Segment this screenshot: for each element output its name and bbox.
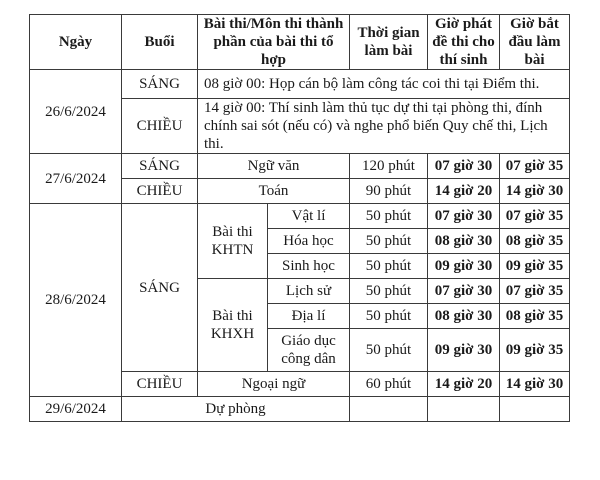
session-cell: CHIỀU <box>122 99 198 154</box>
duration-cell: 50 phút <box>350 329 428 372</box>
header-bai-thi: Bài thi/Môn thi thành phần của bài thi tổ hợp <box>198 15 350 70</box>
start-time-cell: 08 giờ 35 <box>500 304 570 329</box>
empty-cell <box>350 397 428 422</box>
hand-out-time-cell: 07 giờ 30 <box>428 154 500 179</box>
hand-out-time-cell: 07 giờ 30 <box>428 204 500 229</box>
hand-out-time-cell: 08 giờ 30 <box>428 304 500 329</box>
header-buoi: Buổi <box>122 15 198 70</box>
subject-cell: Lịch sử <box>268 279 350 304</box>
session-cell: SÁNG <box>122 70 198 99</box>
subject-cell: Địa lí <box>268 304 350 329</box>
session-cell: CHIỀU <box>122 179 198 204</box>
hand-out-time-cell: 08 giờ 30 <box>428 229 500 254</box>
date-cell: 27/6/2024 <box>30 154 122 204</box>
header-ngay: Ngày <box>30 15 122 70</box>
header-gio-phat: Giờ phát đề thi cho thí sinh <box>428 15 500 70</box>
duration-cell: 50 phút <box>350 254 428 279</box>
note-cell: 14 giờ 00: Thí sinh làm thủ tục dự thi tại phòng thi, đính chính sai sót (nếu có) và nghe phổ biến Quy chế thi, Lịch thi. <box>198 99 570 154</box>
duration-cell: 90 phút <box>350 179 428 204</box>
hand-out-time-cell: 07 giờ 30 <box>428 279 500 304</box>
subject-cell: Ngoại ngữ <box>198 372 350 397</box>
header-thoi-gian: Thời gian làm bài <box>350 15 428 70</box>
start-time-cell: 08 giờ 35 <box>500 229 570 254</box>
group-cell: Bài thi KHXH <box>198 279 268 372</box>
duration-cell: 50 phút <box>350 304 428 329</box>
date-cell: 26/6/2024 <box>30 70 122 154</box>
exam-schedule-table <box>29 14 570 422</box>
table-row <box>30 154 570 179</box>
start-time-cell: 07 giờ 35 <box>500 279 570 304</box>
table-row <box>30 70 570 99</box>
group-cell: Bài thi KHTN <box>198 204 268 279</box>
start-time-cell: 14 giờ 30 <box>500 372 570 397</box>
hand-out-time-cell: 14 giờ 20 <box>428 372 500 397</box>
subject-cell: Toán <box>198 179 350 204</box>
note-cell: Dự phòng <box>122 397 350 422</box>
table-row <box>30 204 570 229</box>
header-row <box>30 15 570 70</box>
start-time-cell: 14 giờ 30 <box>500 179 570 204</box>
duration-cell: 50 phút <box>350 279 428 304</box>
hand-out-time-cell: 09 giờ 30 <box>428 254 500 279</box>
hand-out-time-cell: 14 giờ 20 <box>428 179 500 204</box>
start-time-cell: 09 giờ 35 <box>500 329 570 372</box>
duration-cell: 120 phút <box>350 154 428 179</box>
duration-cell: 50 phút <box>350 204 428 229</box>
subject-cell: Hóa học <box>268 229 350 254</box>
subject-cell: Vật lí <box>268 204 350 229</box>
subject-cell: Giáo dục công dân <box>268 329 350 372</box>
start-time-cell: 09 giờ 35 <box>500 254 570 279</box>
subject-cell: Ngữ văn <box>198 154 350 179</box>
date-cell: 29/6/2024 <box>30 397 122 422</box>
hand-out-time-cell: 09 giờ 30 <box>428 329 500 372</box>
session-cell: SÁNG <box>122 204 198 372</box>
duration-cell: 60 phút <box>350 372 428 397</box>
start-time-cell: 07 giờ 35 <box>500 154 570 179</box>
start-time-cell: 07 giờ 35 <box>500 204 570 229</box>
empty-cell <box>500 397 570 422</box>
session-cell: SÁNG <box>122 154 198 179</box>
note-cell: 08 giờ 00: Họp cán bộ làm công tác coi thi tại Điểm thi. <box>198 70 570 99</box>
duration-cell: 50 phút <box>350 229 428 254</box>
table-row <box>30 397 570 422</box>
subject-cell: Sinh học <box>268 254 350 279</box>
session-cell: CHIỀU <box>122 372 198 397</box>
date-cell: 28/6/2024 <box>30 204 122 397</box>
empty-cell <box>428 397 500 422</box>
header-gio-bat-dau: Giờ bắt đầu làm bài <box>500 15 570 70</box>
